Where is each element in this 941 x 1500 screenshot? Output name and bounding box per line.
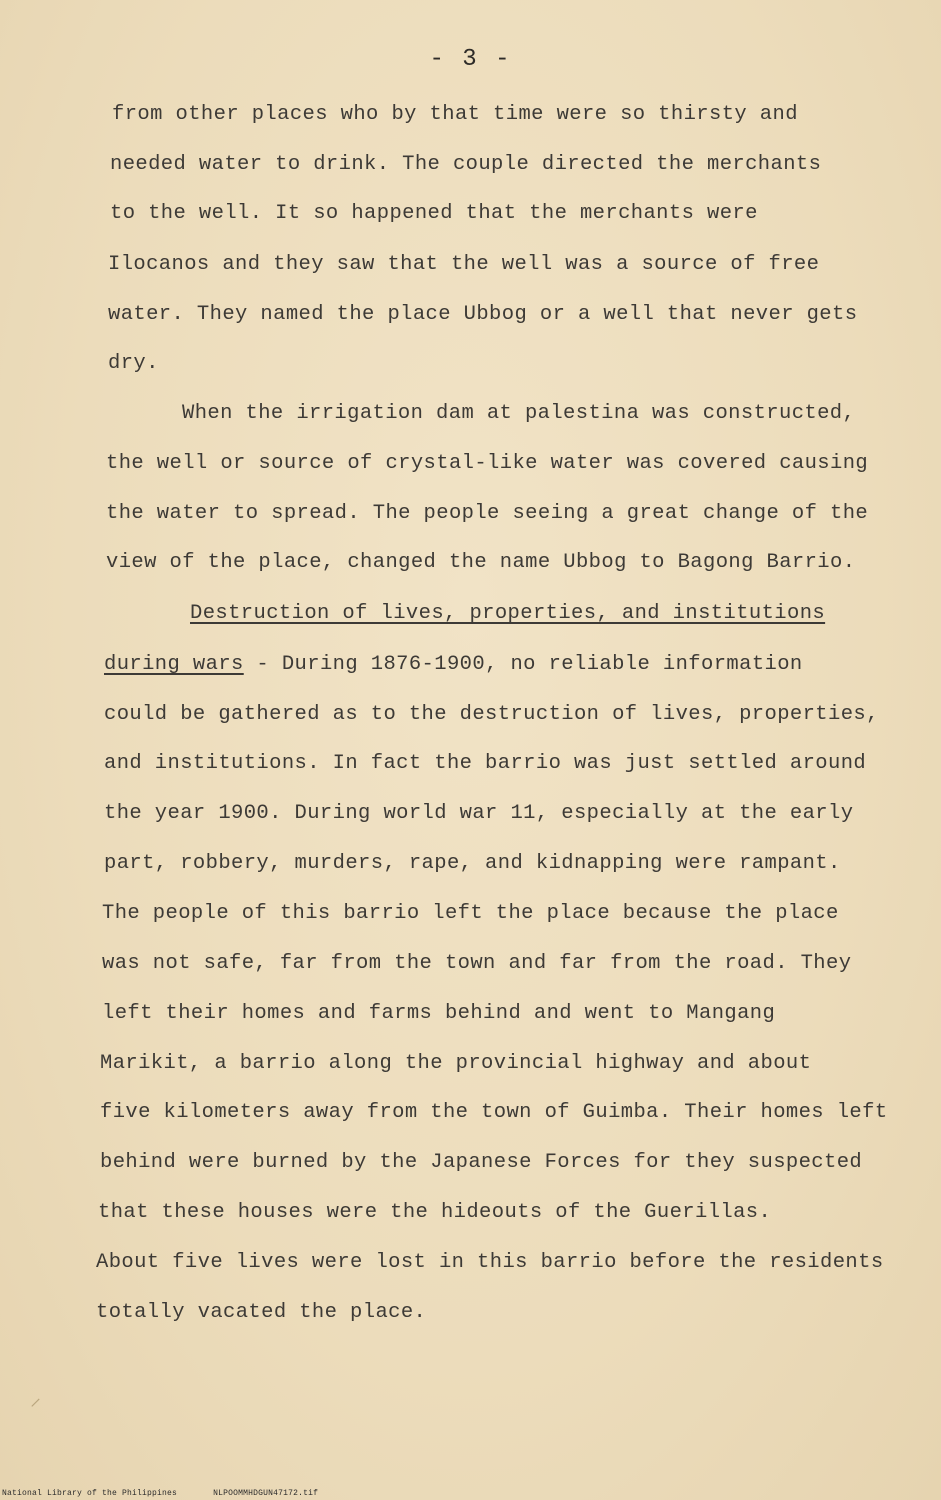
section-heading: Destruction of lives, properties, and institutions	[190, 602, 826, 625]
text-line-3: to the well. It so happened that the merchants were	[110, 202, 758, 225]
text-line-18: was not safe, far from the town and far from the road. They	[102, 952, 852, 975]
footer-library: National Library of the Philippines	[2, 1489, 178, 1498]
text-line-25: totally vacated the place.	[96, 1301, 427, 1324]
text-line-21: five kilometers away from the town of Guimba. Their homes left	[100, 1101, 888, 1124]
text-line-7: When the irrigation dam at palestina was constructed,	[182, 402, 856, 425]
text-line-10: view of the place, changed the name Ubbog to Bagong Barrio.	[106, 551, 856, 574]
footer-file: NLPOOMMHDGUN47172.tif	[213, 1489, 319, 1498]
ink-mark: ⸝	[30, 1387, 42, 1412]
text-line-23: that these houses were the hideouts of the Guerillas.	[98, 1201, 772, 1224]
text-line-8: the well or source of crystal-like water was covered causing	[106, 452, 869, 475]
section-body-start: - During 1876-1900, no reliable information	[243, 653, 803, 676]
text-line-17: The people of this barrio left the place because the place	[102, 902, 839, 925]
text-line-14: and institutions. In fact the barrio was just settled around	[104, 752, 867, 775]
text-line-20: Marikit, a barrio along the provincial highway and about	[100, 1052, 812, 1075]
section-heading-continued: during wars	[104, 653, 244, 676]
text-line-19: left their homes and farms behind and went to Mangang	[102, 1002, 776, 1025]
scan-footer	[2, 1489, 318, 1498]
text-line-15: the year 1900. During world war 11, especially at the early	[104, 802, 854, 825]
text-line-5: water. They named the place Ubbog or a well that never gets	[108, 303, 858, 326]
text-line-12	[104, 653, 803, 676]
text-line-6: dry.	[108, 352, 159, 375]
text-line-1: from other places who by that time were so thirsty and	[112, 103, 798, 126]
text-line-16: part, robbery, murders, rape, and kidnapping were rampant.	[104, 852, 841, 875]
text-line-22: behind were burned by the Japanese Forces for they suspected	[100, 1151, 863, 1174]
text-line-24: About five lives were lost in this barrio before the residents	[96, 1251, 884, 1274]
text-line-13: could be gathered as to the destruction of lives, properties,	[104, 703, 879, 726]
text-line-4: Ilocanos and they saw that the well was a source of free	[108, 253, 820, 276]
text-line-9: the water to spread. The people seeing a great change of the	[106, 502, 869, 525]
page-number: - 3 -	[429, 46, 512, 73]
text-line-2: needed water to drink. The couple directed the merchants	[110, 153, 822, 176]
